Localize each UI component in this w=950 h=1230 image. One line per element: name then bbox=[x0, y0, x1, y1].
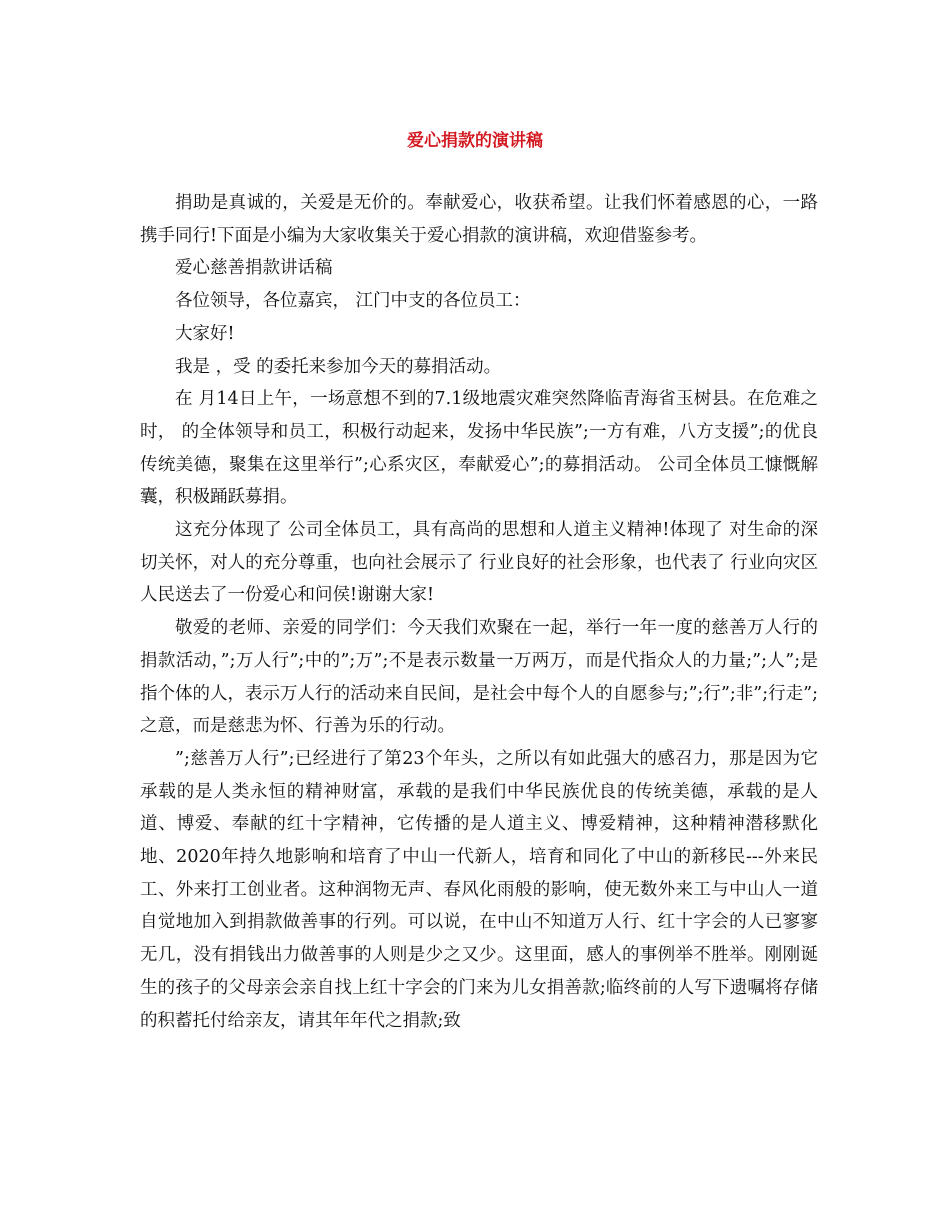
paragraph: 这充分体现了 公司全体员工，具有高尚的思想和人道主义精神!体现了 对生命的深切关怀，对人的充分尊重，也向社会展示了 行业良好的社会形象，也代表了 行业向灾区人民送去了一份爱心和问侯!谢谢大家! bbox=[140, 520, 818, 606]
paragraph-intro: 捐助是真诚的，关爱是无价的。奉献爱心，收获希望。让我们怀着感恩的心，一路携手同行!下面是小编为大家收集关于爱心捐款的演讲稿，欢迎借鉴参考。 bbox=[140, 193, 818, 246]
paragraph: ”;慈善万人行”;已经进行了第23个年头，之所以有如此强大的感召力，那是因为它承载的是人类永恒的精神财富，承载的是我们中华民族优良的传统美德，承载的是人道、博爱、奉献的红十字精神，它传播的是人道主义、博爱精神，这种精神潜移默化地、2020年持久地影响和培育了中山一代新人，培育和同化了中山的新移民---外来民工、外来打工创业者。这种润物无声、春风化雨般的影响，使无数外来工与中山人一道自觉地加入到捐款做善事的行列。可以说，在中山不知道万人行、红十字会的人已寥寥无几，没有捐钱出力做善事的人则是少之又少。这里面，感人的事例举不胜举。刚刚诞生的孩子的父母亲会亲自找上红十字会的门来为儿女捐善款;临终前的人写下遗嘱将存储的积蓄托付给亲友，请其年年代之捐款;致 bbox=[140, 748, 818, 1031]
document-title: 爱心捐款的演讲稿 bbox=[407, 131, 543, 151]
document-body bbox=[140, 187, 818, 1037]
paragraph: 在 月14日上午，一场意想不到的7.1级地震灾难突然降临青海省玉树县。在危难之时， 的全体领导和员工，积极行动起来，发扬中华民族”;一方有难，八方支援”;的优良传统美德，聚集在这里举行”;心系灾区，奉献爱心”;的募捐活动。 公司全体员工慷慨解囊，积极踊跃募捐。 bbox=[140, 389, 818, 508]
paragraph-subtitle: 爱心慈善捐款讲话稿 bbox=[175, 258, 333, 279]
paragraph-greeting: 大家好! bbox=[175, 323, 235, 344]
paragraph-salutation: 各位领导，各位嘉宾， 江门中支的各位员工： bbox=[175, 291, 531, 312]
paragraph: 敬爱的老师、亲爱的同学们：今天我们欢聚在一起，举行一年一度的慈善万人行的捐款活动，”;万人行”;中的”;万”;不是表示数量一万两万，而是代指众人的力量;”;人”;是指个体的人，表示万人行的活动来自民间，是社会中每个人的自愿参与;”;行”;非”;行走”;之意，而是慈悲为怀、行善为乐的行动。 bbox=[140, 618, 818, 737]
paragraph: 我是 ，受 的委托来参加今天的募捐活动。 bbox=[175, 356, 502, 377]
